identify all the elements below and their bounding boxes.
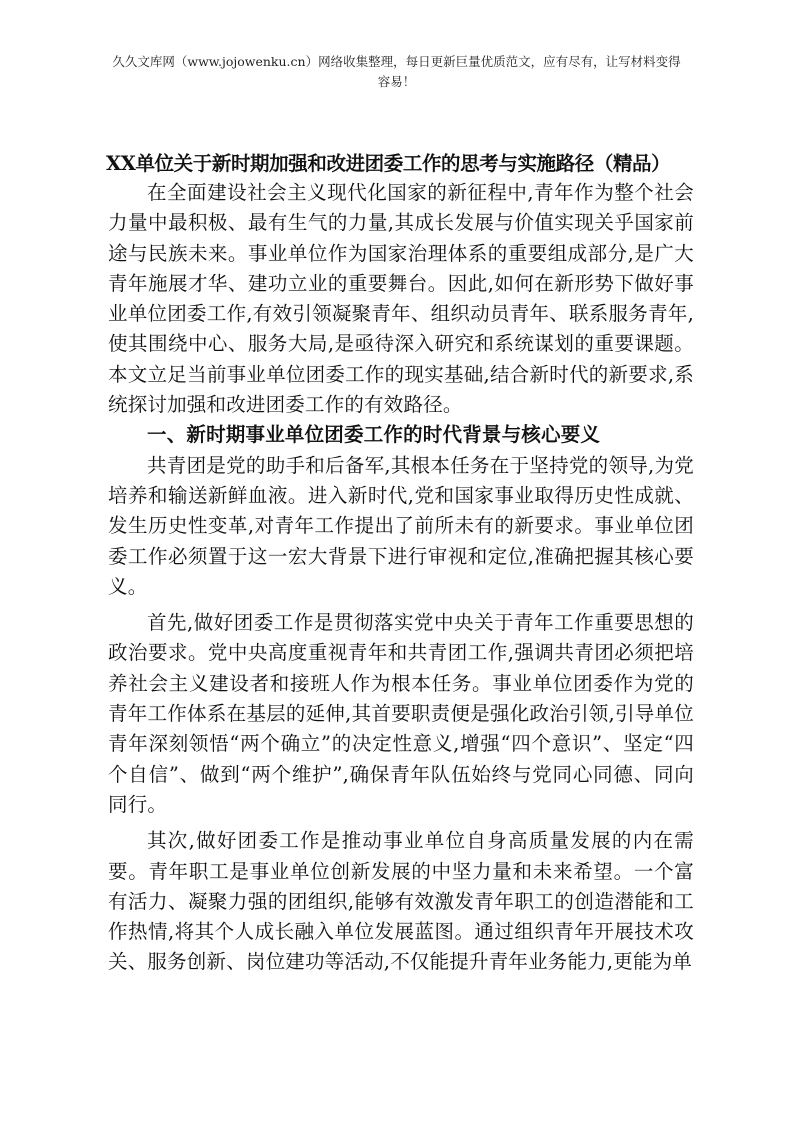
body-paragraph-2: 首先,做好团委工作是贯彻落实党中央关于青年工作重要思想的政治要求。党中央高度重视青年和共青团工作,强调共青团必须把培养社会主义建设者和接班人作为根本任务。事业单位团委作为党的青年工作体系在基层的延伸,其首要职责便是强化政治引领,引导单位青年深刻领悟“两个确立”的决定性意义,增强“四个意识”、坚定“四个自信”、做到“两个维护”,确保青年队伍始终与党同心同德、同向同行。 — [108, 611, 694, 816]
document-body — [108, 178, 694, 978]
section-heading-1: 一、新时期事业单位团委工作的时代背景与核心要义 — [147, 423, 601, 447]
body-paragraph-1: 共青团是党的助手和后备军,其根本任务在于坚持党的领导,为党培养和输送新鲜血液。进入新时代,党和国家事业取得历史性成就、发生历史性变革,对青年工作提出了前所未有的新要求。事业单位团委工作必须置于这一宏大背景下进行审视和定位,准确把握其核心要义。 — [108, 453, 694, 598]
header-line-2: 容易！ — [377, 74, 416, 89]
page-header — [90, 52, 703, 92]
body-paragraph-3: 其次,做好团委工作是推动事业单位自身高质量发展的内在需要。青年职工是事业单位创新发展的中坚力量和未来希望。一个富有活力、凝聚力强的团组织,能够有效激发青年职工的创造潜能和工作热情,将其个人成长融入单位发展蓝图。通过组织青年开展技术攻关、服务创新、岗位建功等活动,不仅能提升青年业务能力,更能为单 — [108, 829, 694, 974]
header-line-1: 久久文库网（www.jojowenku.cn）网络收集整理，每日更新巨量优质范文，应有尽有，让写材料变得 — [112, 54, 681, 69]
document-title: XX单位关于新时期加强和改进团委工作的思考与实施路径（精品） — [106, 152, 671, 175]
intro-paragraph: 在全面建设社会主义现代化国家的新征程中,青年作为整个社会力量中最积极、最有生气的力量,其成长发展与价值实现关乎国家前途与民族未来。事业单位作为国家治理体系的重要组成部分,是广大青年施展才华、建功立业的重要舞台。因此,如何在新形势下做好事业单位团委工作,有效引领凝聚青年、组织动员青年、联系服务青年,使其围绕中心、服务大局,是亟待深入研究和系统谋划的重要课题。本文立足当前事业单位团委工作的现实基础,结合新时代的新要求,系统探讨加强和改进团委工作的有效路径。 — [108, 181, 694, 417]
